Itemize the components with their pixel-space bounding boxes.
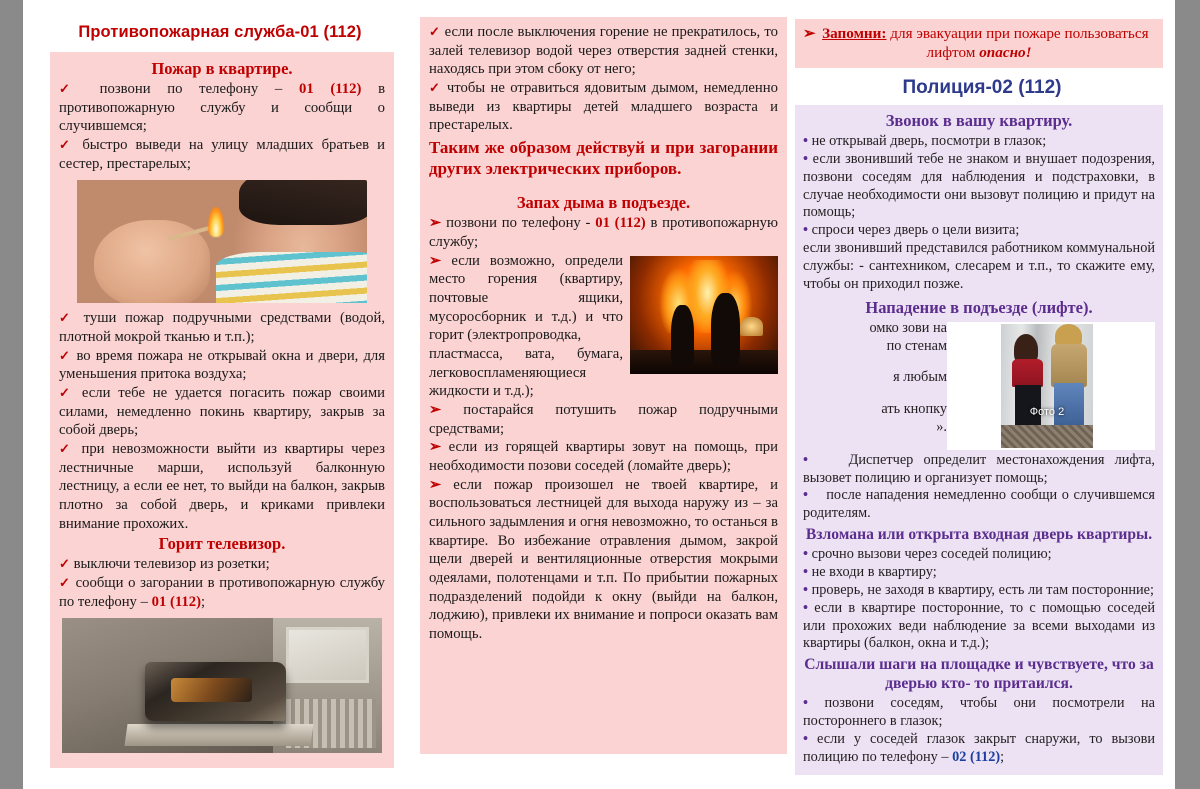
list-item	[803, 133, 1155, 151]
phone-number: 01 (112)	[595, 215, 646, 232]
list-item-text: после нападения немедленно сообщи о случившемся родителям.	[803, 487, 1155, 522]
list-item-text: если пожар произошел не твоей квартире, и воспользоваться лестницей для выхода наружу из – за сильного задымления и огня невозможно, то останься в квартире. Во избежание отравления дымом, закрой щели дверей и вентиляционные отверстия мокрыми одеялами, полотенцами и т.п. По прибытии пожарных подразделений подойди к окну (выйди на балкон, лоджию), привлеки их внимание и попроси оказать вам помощь.	[429, 476, 778, 642]
heading-doorbell-ring: Звонок в вашу квартиру.	[885, 111, 1073, 130]
list-item	[429, 401, 778, 438]
phone-number: 02 (112)	[952, 748, 1001, 765]
list-item-text: позвони соседям, чтобы они посмотрели на постороннего в глазок;	[803, 695, 1155, 730]
bullet-icon: •	[803, 487, 809, 504]
list-item	[429, 23, 778, 79]
check-icon: ✓	[59, 385, 75, 401]
list-item-text: постарайся потушить пожар подручными средствами;	[429, 401, 778, 437]
photo-detail	[711, 293, 739, 366]
police-service-title: Полиция-02 (112)	[902, 77, 1062, 98]
heading-tv-on-fire: Горит телевизор.	[158, 534, 286, 554]
list-item	[803, 582, 1155, 600]
list-item	[803, 452, 1155, 488]
list-item	[59, 136, 385, 173]
list-item-text: если в квартире посторонние, то с помощью соседей или прохожих веди наблюдение за всеми выходами из квартиры (балкон, окна и т.д.);	[803, 599, 1155, 652]
check-icon: ✓	[59, 81, 83, 96]
list-item-text: срочно вызови через соседей полицию;	[811, 546, 1052, 563]
heading-assault-in-entrance: Нападение в подъезде (лифте).	[865, 297, 1093, 317]
fire-service-title: Противопожарная служба-01 (112)	[78, 23, 362, 41]
check-icon: ✓	[59, 556, 70, 572]
bullet-icon: •	[803, 133, 809, 149]
photo-detail	[216, 252, 367, 304]
check-icon: ✓	[429, 80, 442, 96]
photo-detail	[630, 350, 778, 374]
list-item-text: если возможно, определи место горения (квартиру, почтовые ящики, мусоросборник и т.д.) и что горит (электропроводка,	[429, 252, 624, 344]
list-item-text: спроси через дверь о цели визита;	[811, 222, 1020, 239]
assault-photo-frame	[947, 322, 1155, 450]
list-item-text: быстро выведи на улицу младших братьев и сестер, престарелых;	[59, 137, 385, 172]
list-item	[59, 440, 385, 533]
police-panel	[795, 105, 1163, 775]
remember-emphasis: опасно!	[979, 44, 1032, 61]
list-item	[803, 564, 1155, 582]
burned-tv-photo	[62, 618, 382, 753]
list-item-text: если тебе не удается погасить пожар своими силами, немедленно покинь квартиру, закрыв за собой дверь;	[59, 385, 385, 439]
list-item-text: позвони по телефону -	[446, 215, 596, 232]
bullet-icon: •	[803, 451, 809, 468]
column-fire-safety	[23, 0, 417, 789]
list-item-continued: пластмасса, вата, бумага, легковоспламеняющиеся жидкости и т.д.);	[429, 345, 623, 400]
photo-detail	[145, 662, 286, 721]
list-item-text: если звонивший тебе не знаком и внушает подозрения, позвони соседям для наблюдения и подстраховки, в случае необходимости они вызовут полицию и придут на помощь;	[803, 150, 1155, 221]
list-item	[59, 555, 385, 574]
list-item	[59, 574, 385, 611]
list-item-text: выключи телевизор из розетки;	[73, 556, 270, 573]
list-item-text: туши пожар подручными средствами (водой, плотной мокрой тканью и т.п.);	[59, 310, 385, 346]
photo-detail	[1051, 344, 1088, 387]
photo-caption: Фото 2	[1029, 405, 1065, 418]
obscured-text-fragment: ать кнопку	[881, 401, 947, 418]
list-item	[59, 80, 385, 136]
list-item-text: сообщи о загорании в противопожарную службу по телефону –	[59, 575, 385, 610]
poster-sheet	[23, 0, 1175, 789]
list-item	[429, 214, 778, 251]
fire-panel	[50, 52, 394, 768]
bullet-icon: •	[803, 731, 809, 748]
check-icon: ✓	[59, 137, 75, 153]
bold-red-note: Таким же образом действуй и при загорании других электрических приборов.	[429, 138, 778, 179]
list-item-text: если после выключения горение не прекратилось, то залей телевизор водой через отверстия задней стенки, находясь при этом сбоку от него;	[429, 24, 778, 78]
list-item	[803, 695, 1155, 731]
list-item	[59, 309, 385, 346]
wrap-block-assault	[803, 320, 1155, 452]
heading-broken-door: Взломана или открыта входная дверь квартиры.	[805, 526, 1153, 544]
assault-in-elevator-photo	[1001, 324, 1093, 448]
list-item-text: проверь, не заходя в квартиру, есть ли там посторонние;	[811, 581, 1154, 598]
obscured-text-fragment: по стенам	[886, 337, 947, 354]
list-item	[429, 79, 778, 135]
bullet-icon: •	[803, 546, 809, 563]
list-item	[59, 384, 385, 440]
phone-number: 01 (112)	[151, 593, 201, 610]
list-item-text: позвони по телефону –	[99, 81, 299, 97]
heading-fire-in-apartment: Пожар в квартире.	[151, 59, 293, 78]
fire-panel-continued	[420, 17, 787, 754]
list-item-text: не входи в квартиру;	[811, 564, 937, 581]
obscured-text-fragment: ».	[936, 419, 947, 436]
burning-room-firefighters-photo	[630, 256, 778, 374]
column-police-safety	[789, 0, 1175, 789]
list-item	[803, 731, 1155, 767]
list-item-text: не открывай дверь, посмотри в глазок;	[811, 133, 1047, 149]
remember-text: для эвакуации при пожаре пользоваться лифтом	[886, 25, 1149, 61]
bullet-icon: •	[803, 564, 809, 581]
list-item-text: во время пожара не открывай окна и двери, для уменьшения притока воздуха;	[59, 347, 386, 383]
remember-label: Запомни:	[822, 25, 887, 42]
check-icon: ✓	[59, 575, 71, 591]
list-item-text: Диспетчер определит местонахождения лифта, вызовет полицию и организует помощь;	[803, 451, 1156, 486]
bullet-icon: •	[803, 222, 809, 239]
list-item	[803, 151, 1155, 222]
obscured-text-fragment: я любым	[893, 369, 947, 386]
photo-detail	[1001, 425, 1093, 447]
arrow-icon: ➢	[429, 401, 442, 418]
arrow-icon: ➢	[429, 252, 442, 269]
bullet-icon: •	[803, 599, 809, 616]
boy-with-match-photo	[77, 180, 367, 303]
heading-smoke-smell-in-entrance: Запах дыма в подъезде.	[516, 193, 691, 213]
remember-banner	[795, 19, 1163, 68]
photo-detail	[1012, 359, 1043, 387]
arrow-icon: ➢	[429, 439, 442, 456]
list-item-text: если у соседей глазок закрыт снаружи, то вызови полицию по телефону –	[803, 731, 1156, 765]
photo-detail	[239, 180, 367, 224]
list-item-text-after: ;	[1000, 748, 1005, 765]
list-item-text-after: ;	[200, 593, 206, 610]
check-icon: ✓	[429, 24, 441, 39]
list-item-text: если из горящей квартиры зовут на помощь, при необходимости позови соседей (ломайте дверь);	[429, 439, 779, 474]
arrow-icon: ➢	[429, 476, 442, 493]
photo-detail	[286, 627, 369, 684]
list-item-text: при невозможности выйти из квартиры через лестничные марши, используй балконную лестницу, а если ее нет, то выйди на балкон, закрыв плотно за собой дверь, и криками привлеки внимание прохожих.	[59, 441, 385, 532]
photo-detail	[208, 207, 224, 237]
check-icon: ✓	[59, 310, 75, 326]
photo-detail	[124, 724, 313, 746]
wrap-block	[429, 252, 778, 401]
arrow-icon: ➢	[429, 215, 442, 232]
list-item-text-after: в противопожарную службу и сообщи о случившемся;	[59, 81, 386, 135]
list-item-text-after: в противопожарную службу;	[429, 215, 779, 250]
list-item	[803, 546, 1155, 564]
heading-steps-on-landing: Слышали шаги на площадке и чувствуете, что за дверью кто- то притаился.	[804, 656, 1154, 693]
list-item	[803, 487, 1155, 523]
check-icon: ✓	[59, 441, 74, 457]
list-item	[429, 476, 778, 644]
phone-number: 01 (112)	[298, 81, 362, 97]
three-column-layout	[23, 0, 1175, 789]
list-item	[803, 222, 1155, 240]
photo-detail	[671, 305, 693, 366]
bullet-icon: •	[803, 695, 809, 712]
photo-detail	[740, 317, 764, 336]
column-fire-continued	[417, 0, 789, 789]
list-item	[803, 600, 1155, 654]
list-item	[59, 347, 385, 384]
list-item: если звонивший представился работником коммунальной службы: - сантехником, слесарем и т.п., то скажите ему, чтобы он приходил позже.	[803, 240, 1155, 292]
arrow-icon: ➢	[803, 25, 816, 42]
check-icon: ✓	[59, 347, 72, 363]
obscured-text-fragment: омко зови на	[869, 319, 947, 336]
bullet-icon: •	[803, 150, 809, 167]
bullet-icon: •	[803, 581, 809, 598]
photo-detail	[1054, 383, 1083, 426]
list-item	[429, 438, 778, 475]
list-item-text: чтобы не отравиться ядовитым дымом, немедленно выведи из квартиры детей младшего возраста и престарелых.	[429, 80, 778, 134]
